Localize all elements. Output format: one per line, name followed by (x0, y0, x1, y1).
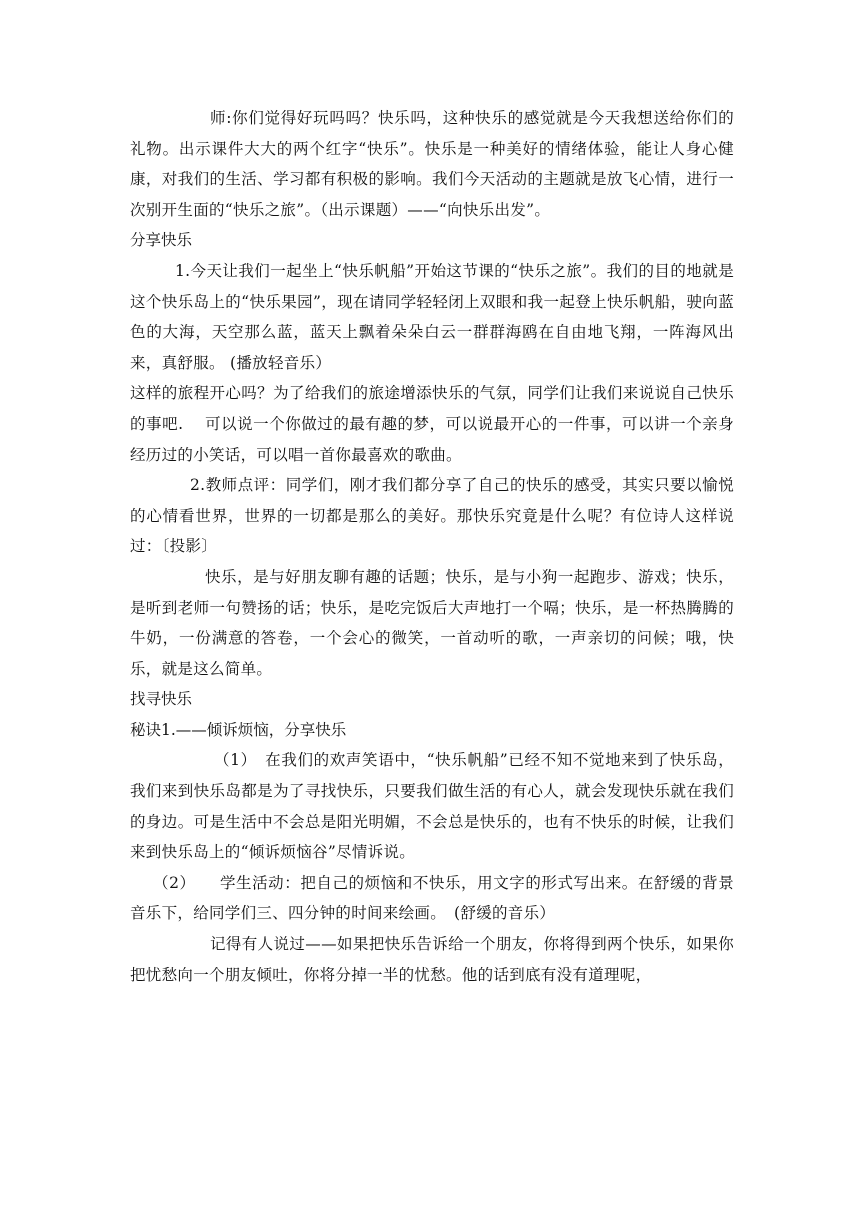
paragraph-step-2: （2） 学生活动：把自己的烦恼和不快乐，用文字的形式写出来。在舒缓的背景音乐下，给同学们三、四分钟的时间来绘画。 (舒缓的音乐） (130, 873, 734, 923)
paragraph-teacher-intro: 师:你们觉得好玩吗吗？快乐吗，这种快乐的感觉就是今天我想送给你们的礼物。出示课件大大的两个红字“快乐”。快乐是一种美好的情绪体验，能让人身心健康，对我们的生活、学习都有积极的影响。我们今天活动的主题就是放飞心情，进行一次别开生面的“快乐之旅”。（出示课题）——“向快乐出发”。 (130, 109, 734, 219)
section-heading-find-happiness: 找寻快乐 (130, 690, 193, 709)
paragraph-saying: 记得有人说过——如果把快乐告诉给一个朋友，你将得到两个快乐，如果你把忧愁向一个朋友倾吐，你将分掉一半的忧愁。他的话到底有没有道理呢， (130, 935, 734, 984)
paragraph-journey-question: 这样的旅程开心吗？为了给我们的旅途增添快乐的气氛，同学们让我们来说说自己快乐的事吧. 可以说一个你做过的最有趣的梦，可以说最开心的一件事，可以讲一个亲身经历过的小笑话，可以唱一首你最喜欢的歌曲。 (130, 384, 734, 464)
subsection-heading-secret-1: 秘诀1.——倾诉烦恼，分享快乐 (130, 720, 347, 739)
paragraph-step-1: （1） 在我们的欢声笑语中，“快乐帆船”已经不知不觉地来到了快乐岛，我们来到快乐岛都是为了寻找快乐，只要我们做生活的有心人，就会发现快乐就在我们的身边。可是生活中不会总是阳光明媚，不会总是快乐的，也有不快乐的时候，让我们来到快乐岛上的“倾诉烦恼谷”尽情诉说。 (130, 751, 734, 862)
paragraph-happy-sailboat: 1.今天让我们一起坐上“快乐帆船”开始这节课的“快乐之旅”。我们的目的地就是这个快乐岛上的“快乐果园”，现在请同学轻轻闭上双眼和我一起登上快乐帆船，驶向蓝色的大海，天空那么蓝，蓝天上飘着朵朵白云一群群海鸥在自由地飞翔，一阵海风出来，真舒服。 (播放轻音乐） (130, 261, 734, 372)
paragraph-teacher-comment: 2.教师点评：同学们，刚才我们都分享了自己的快乐的感受，其实只要以愉悦的心情看世界，世界的一切都是那么的美好。那快乐究竟是什么呢？有位诗人这样说过：〔投影〕 (130, 476, 734, 556)
paragraph-poem-happiness: 快乐，是与好朋友聊有趣的话题；快乐，是与小狗一起跑步、游戏；快乐，是听到老师一句赞扬的话；快乐，是吃完饭后大声地打一个嗝；快乐，是一杯热腾腾的牛奶，一份满意的答卷，一个会心的微笑，一首动听的歌，一声亲切的问候；哦，快乐，就是这么简单。 (130, 567, 734, 678)
document-body (130, 103, 734, 990)
section-heading-share-happiness: 分享快乐 (130, 231, 193, 250)
